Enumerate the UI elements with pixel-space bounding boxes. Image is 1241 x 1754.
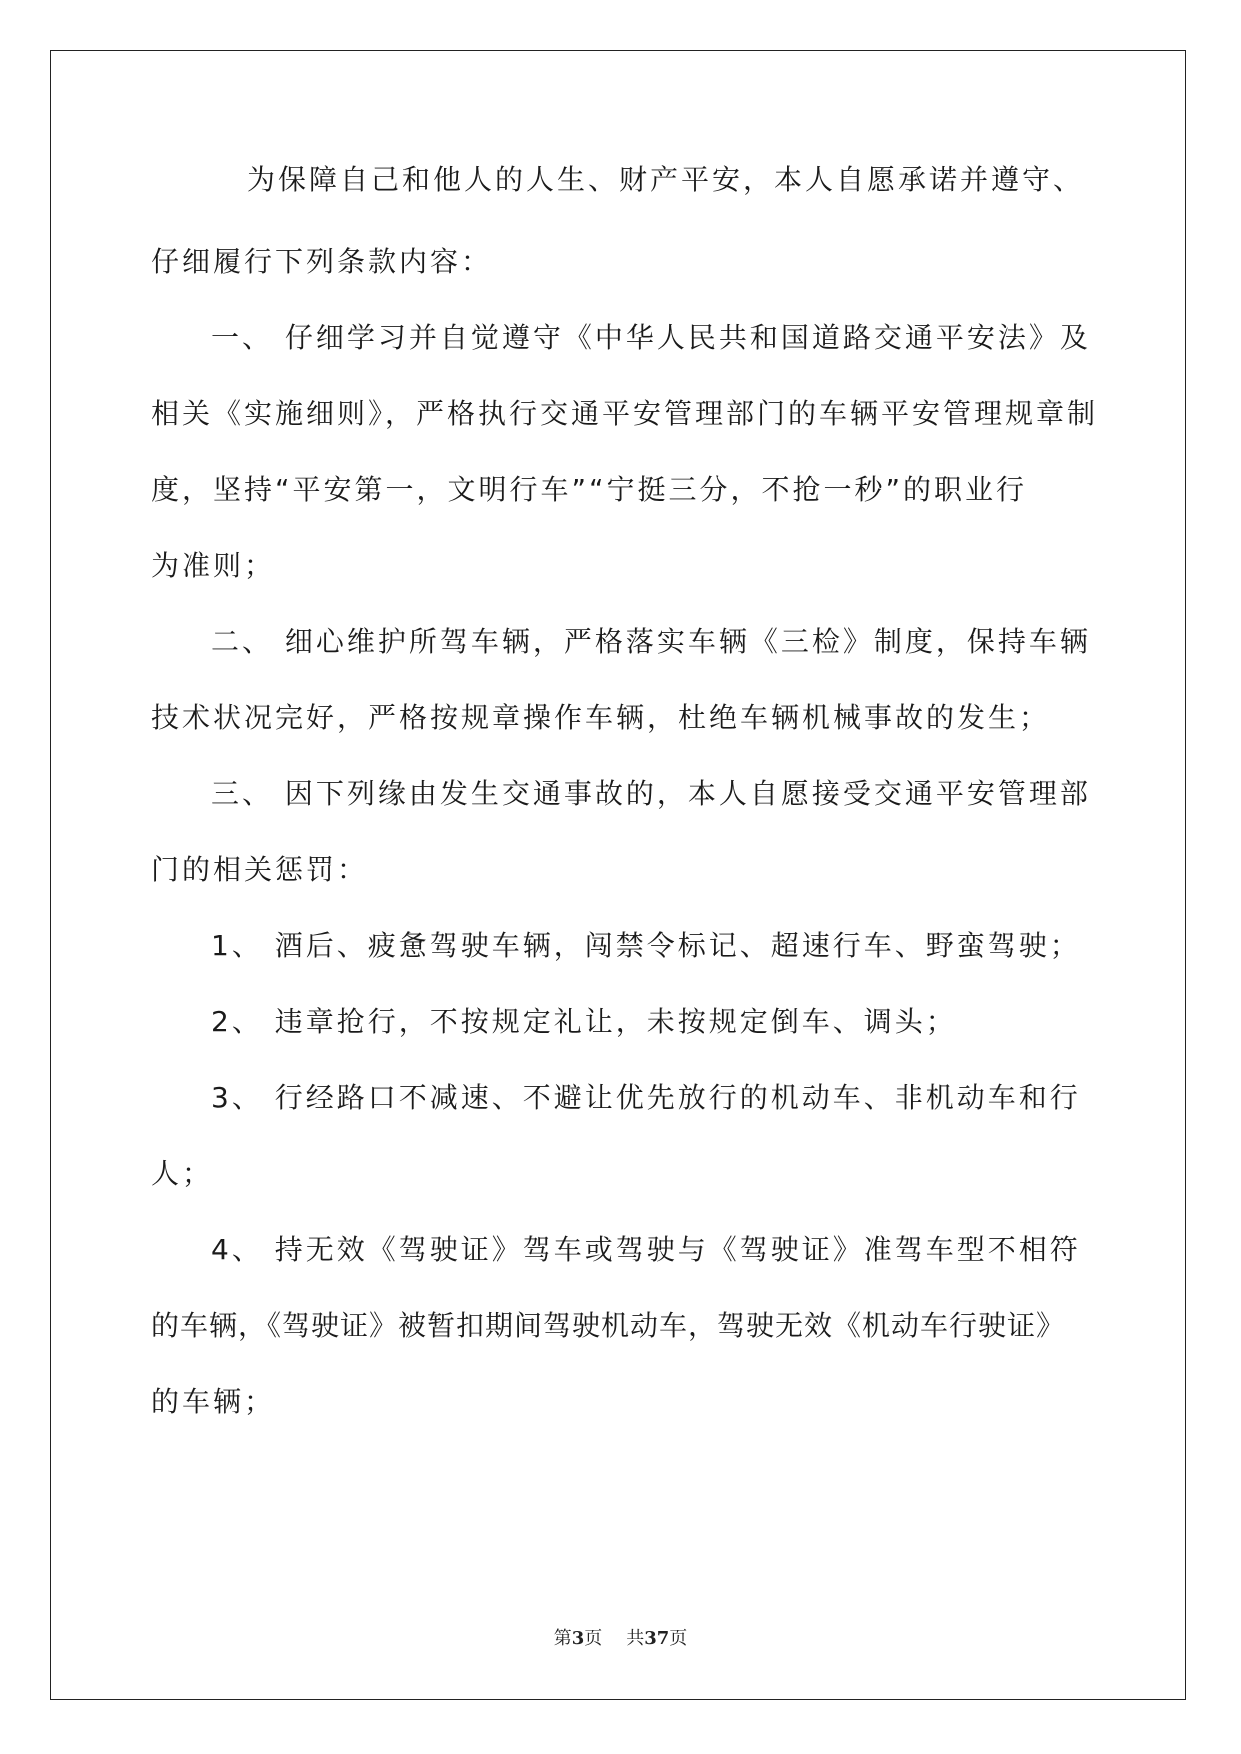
text-line: 相关《实施细则》，严格执行交通平安管理部门的车辆平安管理规章制 [151, 397, 1099, 430]
text-line: 的车辆； [151, 1385, 276, 1418]
text-line: 技术状况完好，严格按规章操作车辆，杜绝车辆机械事故的发生； [151, 701, 1051, 734]
text-line: 门的相关惩罚： [151, 853, 369, 886]
text-line: 3、 行经路口不减速、不避让优先放行的机动车、非机动车和行 [211, 1081, 1081, 1114]
text-line: 一、 仔细学习并自觉遵守《中华人民共和国道路交通平安法》及 [211, 321, 1091, 354]
text-line: 的车辆，《驾驶证》被暂扣期间驾驶机动车，驾驶无效《机动车行驶证》 [151, 1309, 1066, 1342]
text-line: 2、 违章抢行，不按规定礼让，未按规定倒车、调头； [211, 1005, 957, 1038]
text-line: 三、 因下列缘由发生交通事故的，本人自愿接受交通平安管理部 [211, 777, 1091, 810]
text-line: 为保障自己和他人的人生、财产平安，本人自愿承诺并遵守、 [247, 163, 1085, 196]
text-line: 仔细履行下列条款内容： [151, 245, 493, 278]
total-pages-number: 37 [644, 1628, 670, 1649]
footer-total-prefix: 共 [626, 1628, 645, 1649]
current-page-number: 3 [571, 1628, 585, 1649]
text-line: 4、 持无效《驾驶证》驾车或驾驶与《驾驶证》准驾车型不相符 [211, 1233, 1081, 1266]
text-line: 二、 细心维护所驾车辆，严格落实车辆《三检》制度，保持车辆 [211, 625, 1091, 658]
text-line: 人； [151, 1157, 214, 1190]
text-line: 1、 酒后、疲惫驾驶车辆，闯禁令标记、超速行车、野蛮驾驶； [211, 929, 1081, 962]
text-line: 度，坚持“平安第一，文明行车”“宁挺三分，不抢一秒”的职业行 [151, 473, 1028, 506]
text-line: 为准则； [151, 549, 276, 582]
footer-total-unit: 页 [669, 1628, 688, 1649]
footer-prefix: 第 [553, 1628, 572, 1649]
footer-page-unit: 页 [584, 1628, 603, 1649]
page-footer [0, 1624, 1241, 1650]
